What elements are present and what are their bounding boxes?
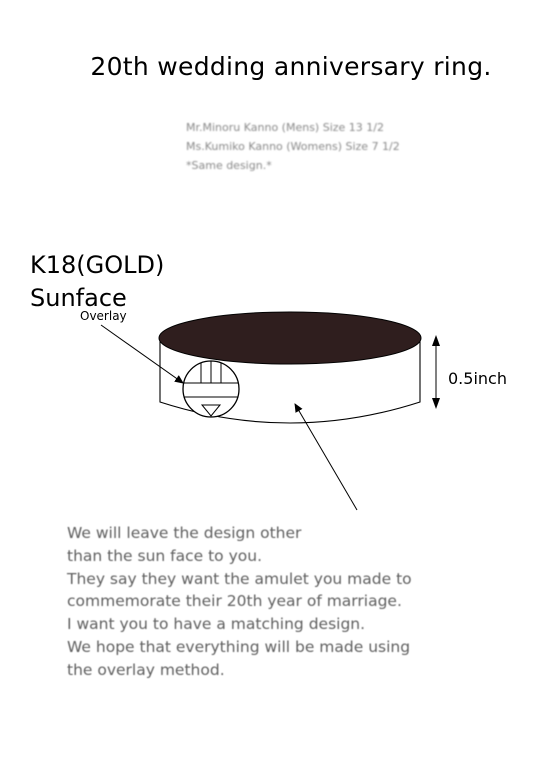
material-gold: K18(GOLD) (30, 251, 165, 279)
description-line: the overlay method. (67, 660, 225, 679)
description-line: They say they want the amulet you made to (67, 569, 412, 588)
description-line: We will leave the design other (67, 524, 302, 542)
note-mens-size: Mr.Minoru Kanno (Mens) Size 13 1/2 (186, 121, 384, 134)
page-title: 20th wedding anniversary ring. (90, 52, 492, 81)
note-same-design: *Same design.* (186, 159, 272, 172)
sunface-motif (183, 361, 239, 417)
description-line: We hope that everything will be made using (67, 637, 411, 656)
material-sunface: Sunface (30, 284, 127, 312)
overlay-label: Overlay (80, 309, 127, 323)
width-dimension-arrow (432, 335, 440, 409)
note-womens-size: Ms.Kumiko Kanno (Womens) Size 7 1/2 (186, 140, 400, 153)
description-line: than the sun face to you. (67, 546, 262, 565)
description-line: I want you to have a matching design. (67, 615, 366, 634)
description-line: commemorate their 20th year of marriage. (67, 592, 402, 611)
width-label: 0.5inch (448, 369, 507, 388)
design-description (67, 522, 412, 682)
ring-top (159, 312, 421, 364)
